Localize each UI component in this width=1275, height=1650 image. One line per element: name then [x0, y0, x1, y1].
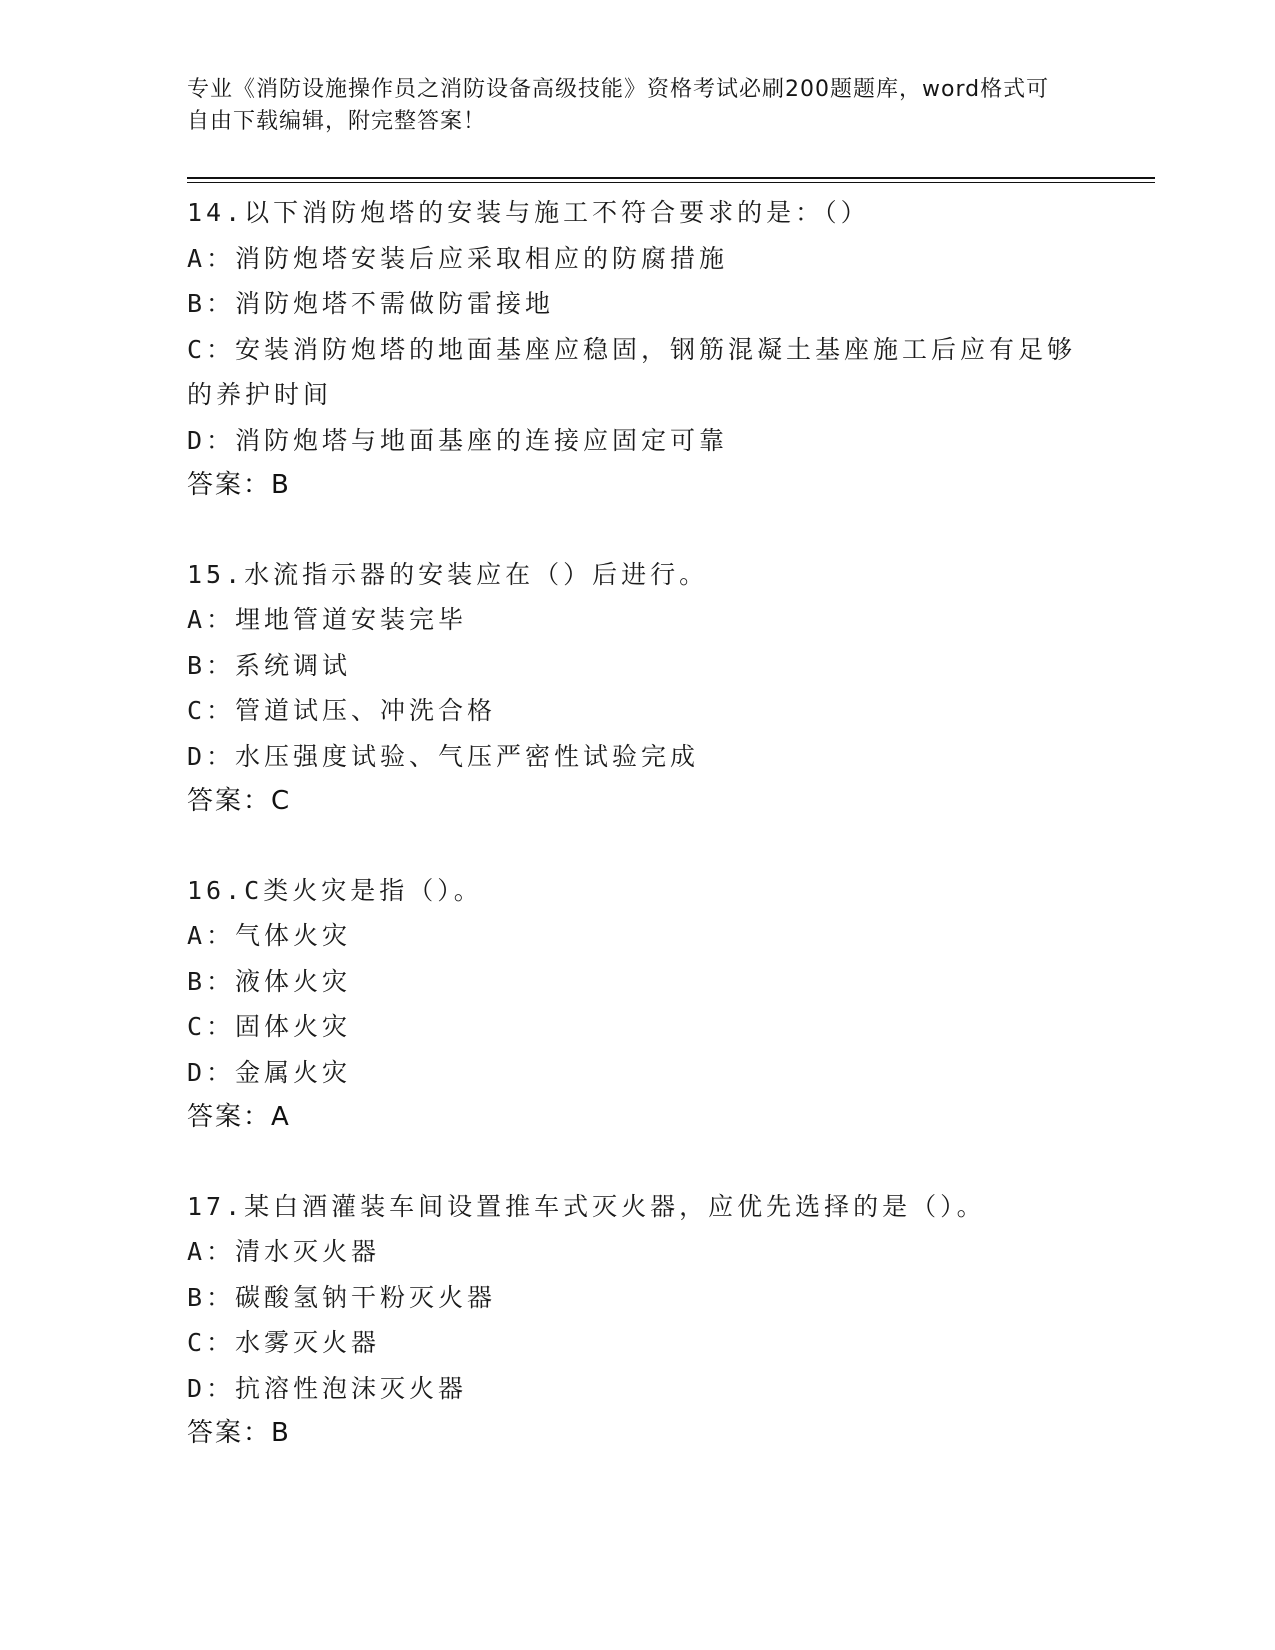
header-divider-thin: [187, 182, 1155, 183]
answer-label: 答案：B: [187, 1418, 291, 1448]
option-d: D：消防炮塔与地面基座的连接应固定可靠: [187, 425, 729, 455]
answer-label: 答案：C: [187, 786, 292, 816]
answer-label: 答案：A: [187, 1102, 291, 1132]
question-15: [187, 552, 1147, 825]
header-divider-thick: [187, 177, 1155, 179]
option-b: B：液体火灾: [187, 966, 352, 996]
option-b: B：系统调试: [187, 650, 352, 680]
option-c: C：管道试压、冲洗合格: [187, 696, 497, 725]
question-16: [187, 868, 1147, 1141]
question-17: [187, 1184, 1147, 1457]
option-c: C：安装消防炮塔的地面基座应稳固，钢筋混凝土基座施工后应有足够的养护时间: [187, 334, 1077, 409]
question-list: [187, 190, 1147, 1500]
question-stem: 17.某白酒灌装车间设置推车式灭火器，应优先选择的是（）。: [187, 1191, 986, 1221]
option-b: B：碳酸氢钠干粉灭火器: [187, 1282, 497, 1312]
document-header: 专业《消防设施操作员之消防设备高级技能》资格考试必刷200题题库，word格式可自由下载编辑，附完整答案！: [187, 77, 1050, 134]
option-a: A：埋地管道安装完毕: [187, 605, 468, 634]
question-stem: 15.水流指示器的安装应在（）后进行。: [187, 559, 709, 589]
question-stem: 14.以下消防炮塔的安装与施工不符合要求的是：（）: [187, 198, 870, 227]
question-14: [187, 190, 1147, 509]
option-c: C：固体火灾: [187, 1012, 352, 1041]
question-stem: 16.C类火灾是指（）。: [187, 875, 483, 905]
option-d: D：金属火灾: [187, 1057, 352, 1087]
option-a: A：清水灭火器: [187, 1237, 381, 1266]
option-d: D：水压强度试验、气压严密性试验完成: [187, 741, 700, 771]
answer-label: 答案：B: [187, 470, 291, 500]
option-d: D：抗溶性泡沫灭火器: [187, 1373, 468, 1403]
option-a: A：气体火灾: [187, 921, 352, 950]
option-a: A：消防炮塔安装后应采取相应的防腐措施: [187, 243, 729, 273]
option-c: C：水雾灭火器: [187, 1328, 381, 1357]
option-b: B：消防炮塔不需做防雷接地: [187, 289, 555, 318]
